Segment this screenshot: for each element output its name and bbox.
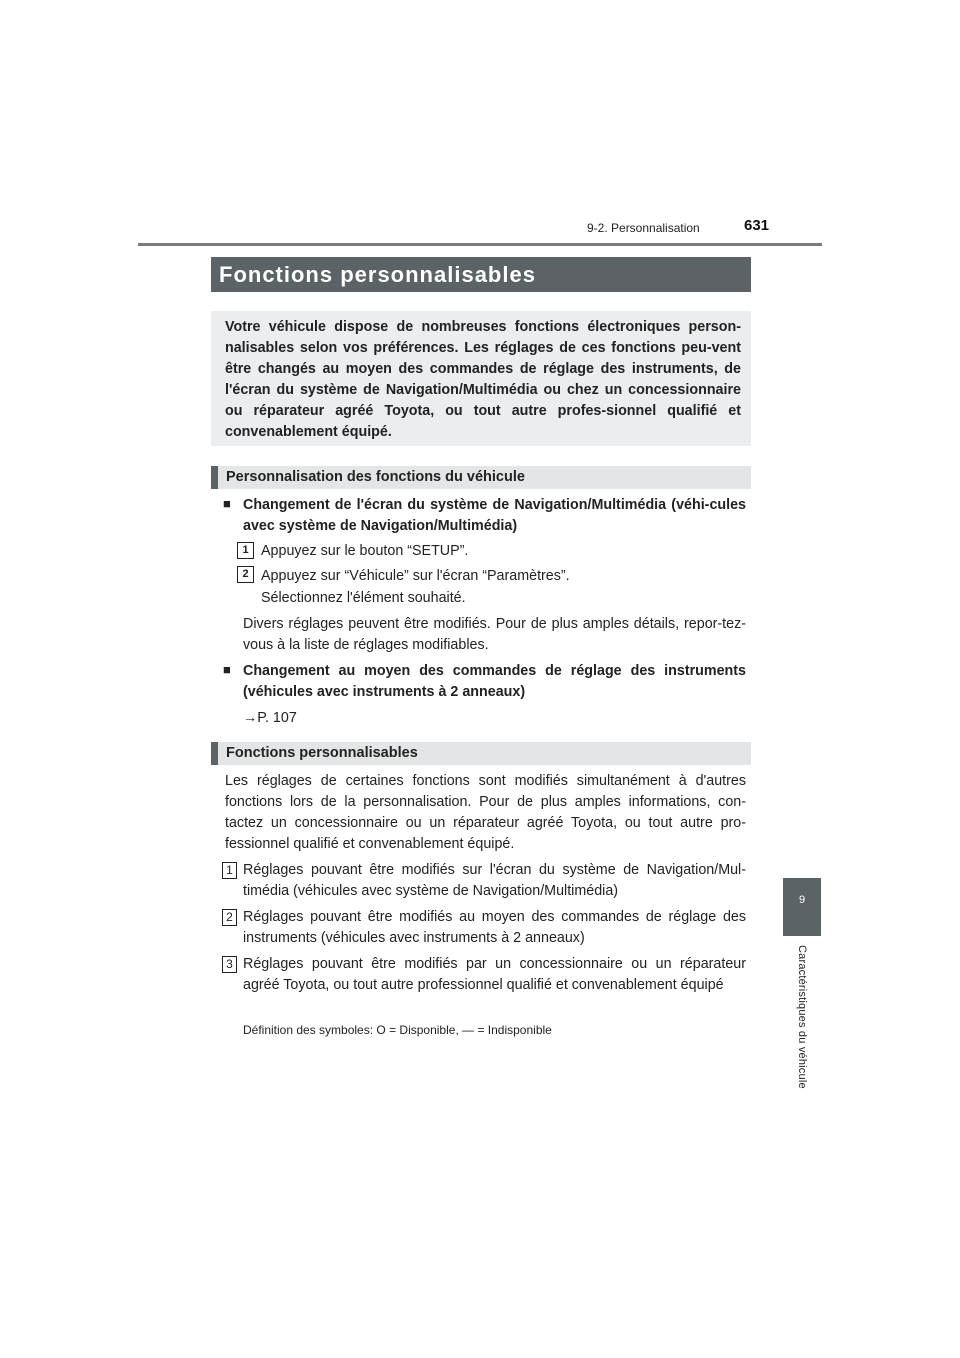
legend-number-3: 3 [222,956,237,973]
chapter-tab [783,878,821,936]
header-divider [138,243,822,246]
chapter-number: 9 [798,894,806,906]
page-number: 631 [744,217,770,234]
step-text-1: Appuyez sur le bouton “SETUP”. [261,543,469,559]
bullet-heading-multimedia: Changement de l'écran du système de Navigation/Multimédia (véhi-cules avec système de Navigation/Multimédia) [243,497,746,534]
legend-number-2: 2 [222,909,237,926]
section-paragraph: Les réglages de certaines fonctions sont modifiés simultanément à d'autres fonctions lors de la personnalisation. Pour de plus amples informations, con-tactez un concessionnaire ou un réparateur agréé Toyota, ou tout autre pro-fessionnel qualifié et convenablement équipé. [225,773,746,852]
bullet-heading-instruments: Changement au moyen des commandes de réglage des instruments (véhicules avec instruments à 2 anneaux) [243,663,746,700]
chapter-label: Caractéristiques du véhicule [796,945,808,1089]
section-title: Personnalisation des fonctions du véhicule [226,469,525,485]
step-number-1: 1 [237,542,254,559]
legend-text-3: Réglages pouvant être modifiés par un concessionnaire ou un réparateur agréé Toyota, ou tout autre professionnel qualifié et convenablement équipé [243,956,746,993]
page-reference: →P. 107 [243,710,297,726]
bullet-note: Divers réglages peuvent être modifiés. Pour de plus amples détails, repor-tez-vous à la liste de réglages modifiables. [243,616,746,653]
page-title-bar [211,257,751,292]
section-heading-customizable-functions [211,742,751,765]
legend-number-1: 1 [222,862,237,879]
intro-text: Votre véhicule dispose de nombreuses fonctions électroniques person-nalisables selon vos préférences. Les réglages de ces fonctions peu-vent être changés au moyen des commandes de réglage des instruments, de l'écran du système de Navigation/Multimédia ou chez un concessionnaire ou réparateur agréé Toyota, ou tout autre profes-sionnel qualifié et convenablement équipé. [225,319,741,440]
section-title: Fonctions personnalisables [226,745,418,761]
symbols-definition: Définition des symboles: O = Disponible, — = Indisponible [243,1023,552,1037]
running-header-section: 9-2. Personnalisation [587,221,700,235]
intro-box [211,311,751,446]
step-followup: Sélectionnez l'élément souhaité. [261,590,466,606]
bullet-square: ■ [223,496,231,511]
step-text-2: Appuyez sur “Véhicule” sur l'écran “Paramètres”. [261,568,570,584]
legend-text-1: Réglages pouvant être modifiés sur l'écran du système de Navigation/Mul-timédia (véhicules avec système de Navigation/Multimédia) [243,862,746,899]
step-number-2: 2 [237,566,254,583]
section-heading-vehicle-personalization [211,466,751,489]
page-title: Fonctions personnalisables [219,262,536,287]
legend-text-2: Réglages pouvant être modifiés au moyen des commandes de réglage des instruments (véhicules avec instruments à 2 anneaux) [243,909,746,946]
bullet-square: ■ [223,662,231,677]
